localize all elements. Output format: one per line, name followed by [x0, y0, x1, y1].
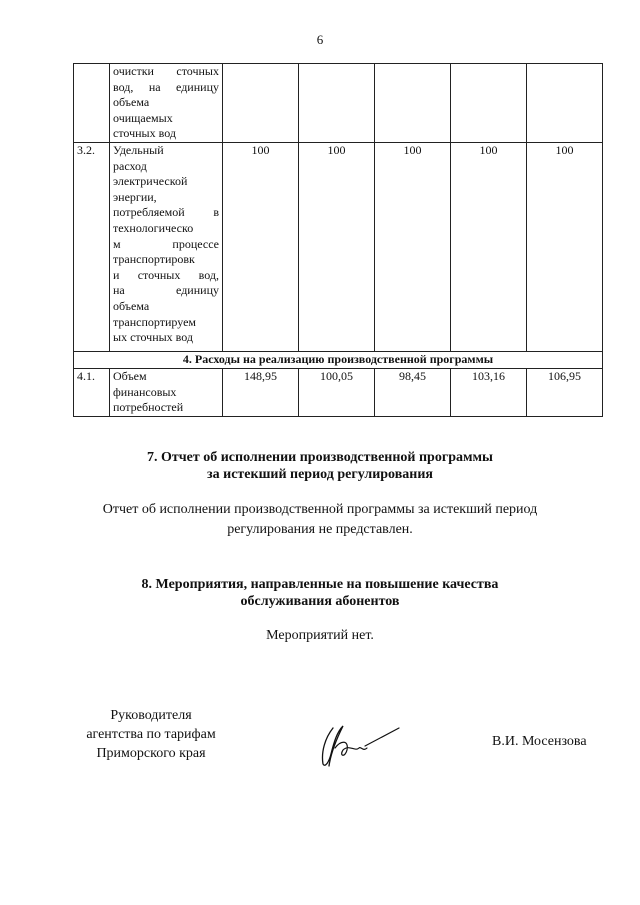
value-cell [223, 64, 299, 143]
value-cell: 100 [299, 143, 375, 352]
indicator-name-line: вод, на единицу [113, 79, 219, 94]
signatory-position-line: агентства по тарифам [86, 727, 216, 742]
row-number [74, 64, 110, 143]
value-cell: 98,45 [375, 369, 451, 417]
signatory-position-line: Руководителя [110, 708, 192, 723]
indicator-name-line: потребностей [113, 400, 184, 415]
indicator-name-line: сточных вод [113, 126, 176, 141]
section-title: 4. Расходы на реализацию производственной программы [74, 352, 603, 369]
section-8-title-line: обслуживания абонентов [240, 594, 400, 609]
page-number: 6 [316, 32, 324, 47]
value-cell: 100 [223, 143, 299, 352]
indicator-name-line: и сточных вод, [113, 267, 219, 282]
section-7-text [0, 500, 640, 540]
indicator-name-line: ых сточных вод [113, 330, 194, 345]
indicator-name-line: финансовых [113, 384, 177, 399]
indicator-name-line: Объем [113, 369, 147, 383]
indicator-name-line: транспортировк [113, 252, 195, 267]
table-row-continued [74, 64, 603, 143]
handwritten-signature [315, 718, 405, 774]
indicator-name-line: потребляемой в [113, 205, 219, 220]
signatory-position-line: Приморского края [96, 746, 206, 761]
signatory-position [76, 706, 226, 763]
indicator-name [110, 64, 223, 143]
section-8-title-line: 8. Мероприятия, направленные на повышение качества [141, 577, 499, 592]
value-cell [299, 64, 375, 143]
value-cell [451, 64, 527, 143]
value-cell [375, 64, 451, 143]
section-7-title [0, 449, 640, 483]
indicator-name-line: м процессе [113, 236, 219, 251]
indicator-name-line: объема [113, 298, 150, 313]
value-cell: 100 [527, 143, 603, 352]
indicators-table [73, 63, 603, 417]
indicator-name-line: транспортируем [113, 314, 196, 329]
table-row-3-2 [74, 143, 603, 352]
row-number: 3.2. [74, 143, 110, 352]
value-cell: 100 [375, 143, 451, 352]
indicator-name-line: на единицу [113, 283, 219, 298]
table-row-4-1 [74, 369, 603, 417]
indicator-name-line: Удельный [113, 143, 164, 157]
section-7-title-line: за истекший период регулирования [207, 467, 433, 482]
section-7-title-line: 7. Отчет об исполнении производственной программы [146, 450, 493, 465]
section-8-text: Мероприятий нет. [266, 628, 374, 643]
indicator-name-line: очищаемых [113, 110, 173, 125]
value-cell: 100 [451, 143, 527, 352]
indicator-name-line: объема [113, 95, 150, 110]
indicator-name-line: очистки сточных [113, 64, 219, 78]
section-8-title [0, 576, 640, 610]
section-7-text-line: Отчет об исполнении производственной программы за истекший период [102, 502, 538, 517]
indicator-name-line: технологическо [113, 220, 194, 235]
indicator-name [110, 369, 223, 417]
value-cell: 106,95 [527, 369, 603, 417]
value-cell: 103,16 [451, 369, 527, 417]
indicator-name [110, 143, 223, 352]
indicator-name-line: электрической [113, 174, 188, 189]
value-cell: 100,05 [299, 369, 375, 417]
signatory-name: В.И. Мосензова [492, 734, 587, 749]
section-7-text-line: регулирования не представлен. [227, 522, 413, 537]
indicator-name-line: энергии, [113, 189, 157, 204]
section-row-4 [74, 352, 603, 369]
indicator-name-line: расход [113, 158, 147, 173]
row-number: 4.1. [74, 369, 110, 417]
value-cell: 148,95 [223, 369, 299, 417]
value-cell [527, 64, 603, 143]
